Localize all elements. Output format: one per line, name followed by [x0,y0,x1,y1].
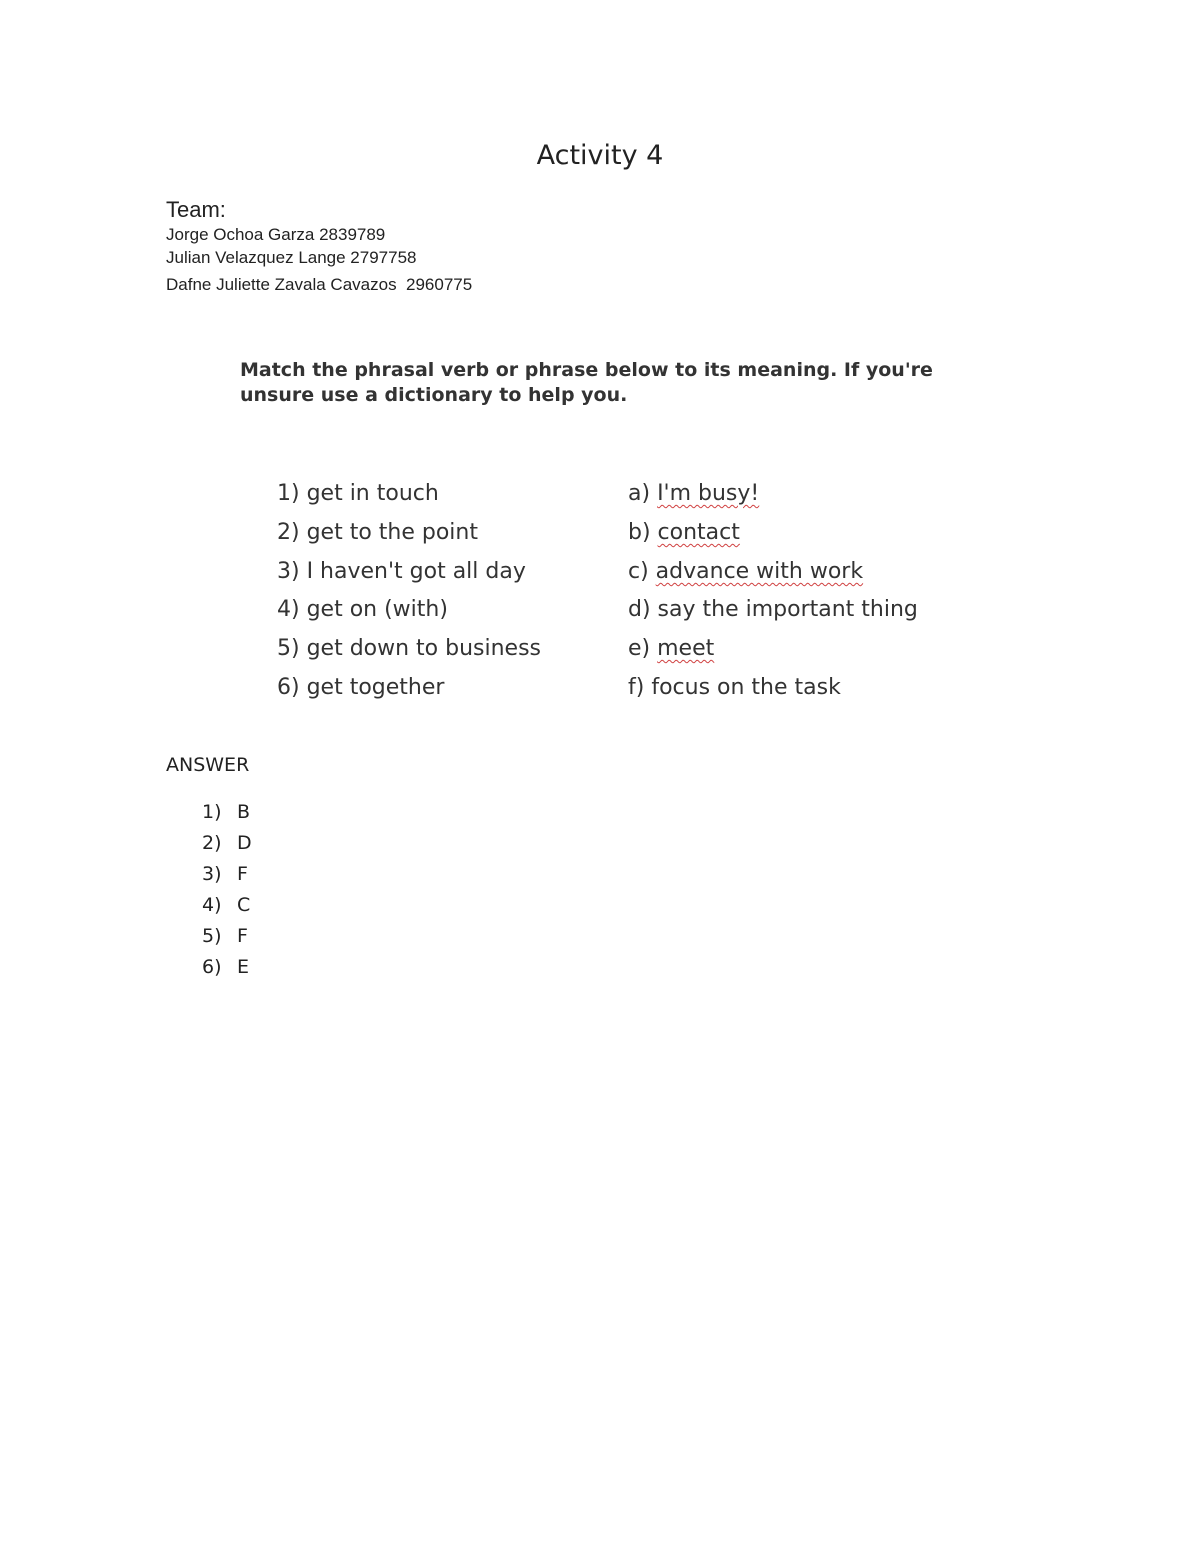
meaning-text: meet [657,636,715,661]
phrase-item: 6) get together [277,675,445,700]
answer-letter: B [237,801,251,823]
phrase-item: 4) get on (with) [277,597,448,622]
team-label: Team: [166,197,226,222]
team-member-3: Dafne Juliette Zavala Cavazos 2960775 [166,275,473,294]
phrase-item: 1) get in touch [277,481,439,506]
answer-item [202,801,250,823]
meaning-prefix: e) [628,636,658,661]
answer-number: 6) [202,956,222,978]
phrase-item: 5) get down to business [277,636,542,661]
answer-number: 1) [202,801,222,823]
meaning-prefix: f) [628,675,652,700]
phrase-item: 3) I haven't got all day [277,559,526,584]
answer-item [202,956,249,978]
meaning-text: contact [657,520,740,545]
instructions: Match the phrasal verb or phrase below to its meaning. If you're unsure use a dictionary to help you. [240,359,933,406]
answer-letter: E [237,956,250,978]
meaning-prefix: b) [628,520,658,545]
meaning-text: focus on the task [651,675,841,700]
answer-number: 4) [202,894,222,916]
meaning-item [628,636,714,661]
meaning-item [628,520,740,545]
answer-number: 2) [202,832,222,854]
meaning-text: say the important thing [657,597,918,622]
meaning-item [628,559,863,584]
meaning-prefix: d) [628,597,658,622]
answer-heading: ANSWER [166,754,250,776]
meaning-text: advance with work [655,559,864,584]
answer-number: 3) [202,863,222,885]
answer-number: 5) [202,925,222,947]
meaning-item [628,675,841,700]
answer-item [202,863,248,885]
answer-item [202,925,248,947]
phrase-item: 2) get to the point [277,520,478,545]
meaning-item [628,481,759,506]
answer-letter: F [237,863,248,885]
answer-letter: D [237,832,252,854]
team-member-2: Julian Velazquez Lange 2797758 [166,248,417,267]
answer-item [202,894,250,916]
meaning-item [628,597,918,622]
meaning-prefix: c) [628,559,656,584]
team-member-1: Jorge Ochoa Garza 2839789 [166,225,386,244]
answer-letter: C [237,894,251,916]
meaning-prefix: a) [628,481,658,506]
answer-letter: F [237,925,248,947]
meaning-text: I'm busy! [657,481,760,506]
page-title: Activity 4 [536,140,664,171]
answer-item [202,832,252,854]
